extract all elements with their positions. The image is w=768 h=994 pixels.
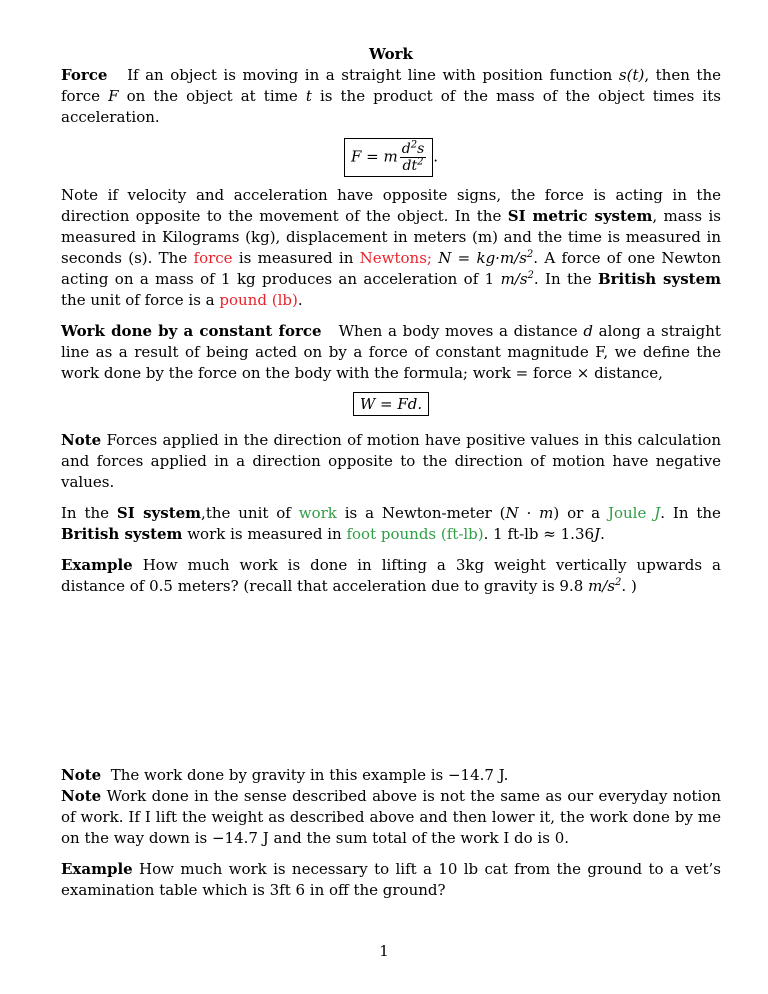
joule-term: Joule J [607,504,661,522]
gravity-note: Note The work done by gravity in this example is −14.7 J. [61,766,509,784]
sign-note: Note Forces applied in the direction of motion have positive values in this calculation and forces applied in a direction opposite to the direction of motion have negative values. [61,431,721,491]
example-weight: Example How much work is done in lifting a 3kg weight vertically upwards a distance of 0.5 meters? (recall that acceleration due to gravity is 9.8 $m/s^2$. ) [61,556,721,595]
force-equation-box: F = m $\frac{d^2s}{dt^2}$ [344,138,433,177]
everyday-work-note: Note Work done in the sense described above is not the same as our everyday notion of work. If I lift the weight as described above and then lower it, the work done by me on the way down is −14.7 J and the sum total of the work I do is 0. [61,787,721,847]
work-term: work [298,504,337,522]
force-term: force [193,249,233,267]
constant-force-heading: Work done by a constant force [61,322,322,340]
work-equation [61,392,721,416]
foot-pounds-term: foot pounds (ft-lb) [346,525,484,543]
second-derivative-fraction: $\frac{d^2s}{dt^2}$ [401,139,425,174]
work-units-paragraph: In the SI system,the unit of work is a Newton-meter (N · m) or a Joule J. In the British system work is measured in foot pounds (ft-lb). 1 ft-lb ≈ 1.36J. [61,504,721,543]
work-equation-box: W = Fd. [353,392,429,416]
force-heading: Force [61,66,108,84]
force-definition: Force If an object is moving in a straight line with position function s(t), then the force F on the object at time t is the product of the mass of the object times its acceleration. [61,66,721,126]
force-equation: F = m $\frac{d^2s}{dt^2}$ . [61,138,721,177]
pound-term: pound (lb) [219,291,298,309]
units-paragraph: Note if velocity and acceleration have opposite signs, the force is acting in the direction opposite to the movement of the object. In the SI metric system, mass is measured in Kilograms (kg), displacement in meters (m) and the time is measured in seconds (s). The force is measured in Newtons; $N = kg\cdot m/s^2$. A force of one Newton acting on a mass of 1 kg produces an acceleration of 1 $m/s^2$. In the British system the unit of force is a pound (lb). [61,186,721,309]
page-content [61,44,721,901]
page-number: 1 [379,942,389,960]
constant-force-paragraph: Work done by a constant force When a body moves a distance d along a straight line as a result of being acted on by a force of constant magnitude F, we define the work done by the force on the body with the formula; work = force × distance, [61,322,721,382]
page-title: Work [369,45,413,63]
newtons-term: Newtons; [359,249,432,267]
example-cat: Example How much work is necessary to lift a 10 lb cat from the ground to a vet’s examination table which is 3ft 6 in off the ground? [61,860,721,899]
